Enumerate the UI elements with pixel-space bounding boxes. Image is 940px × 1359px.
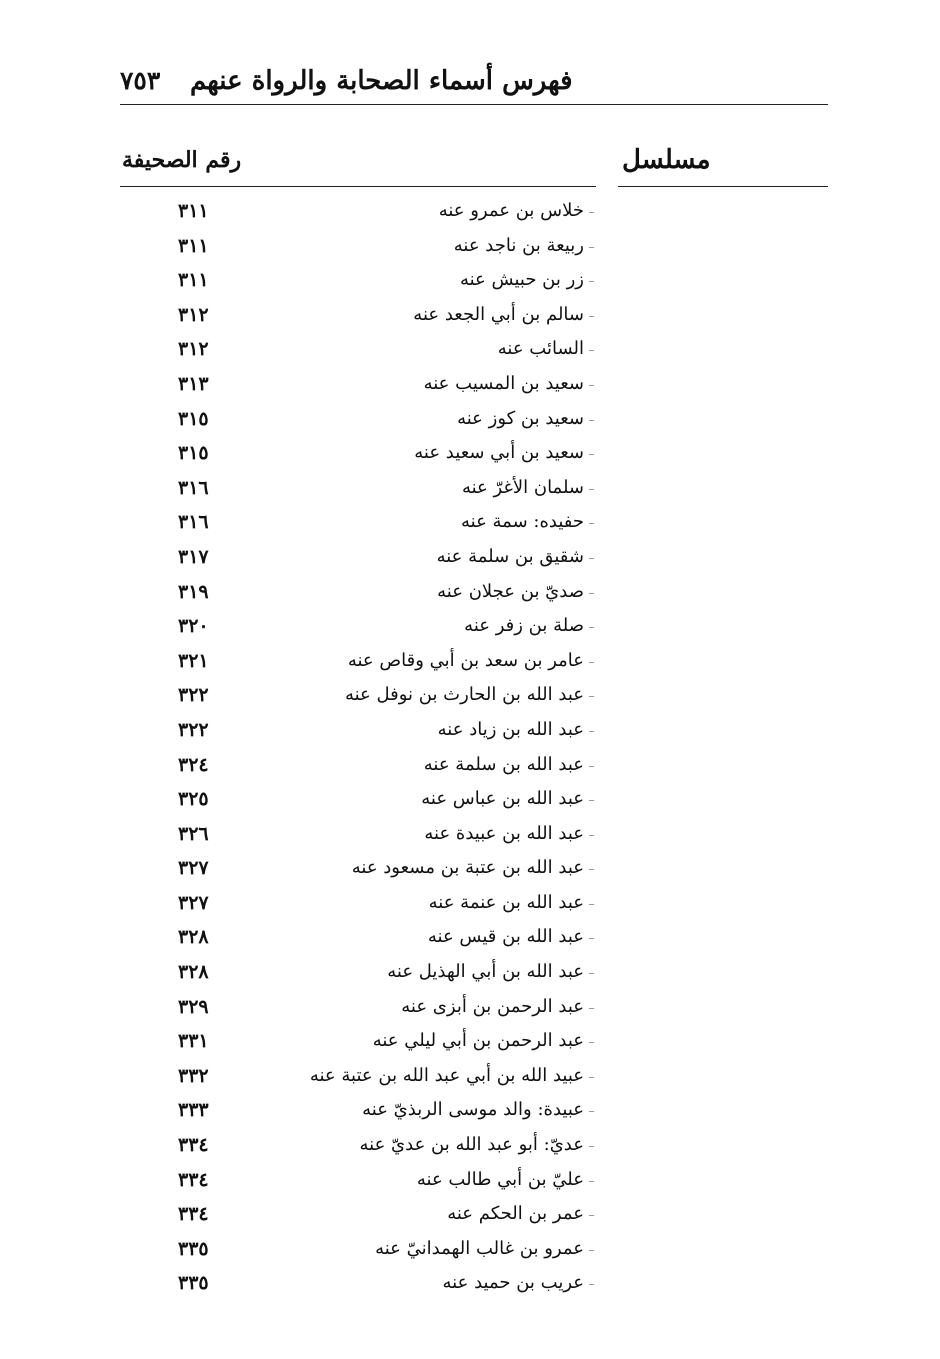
leader-mark — [589, 385, 594, 386]
entry-page-number: ٣١١ — [178, 200, 209, 222]
running-title: فهرس أسماء الصحابة والرواة عنهم — [190, 66, 573, 96]
list-item — [120, 922, 596, 957]
list-item — [120, 231, 596, 266]
entry-name: عبد الله بن عتبة بن مسعود عنه — [351, 857, 584, 879]
leader-mark — [589, 696, 594, 697]
entry-page-number: ٣٢٧ — [178, 857, 209, 880]
page-column-heading: رقم الصحيفة — [122, 147, 242, 173]
entry-page-number: ٣١٢ — [178, 338, 209, 361]
list-item — [120, 542, 596, 577]
entry-name: شقيق بن سلمة عنه — [436, 545, 584, 567]
entry-page-number: ٣٣٣ — [178, 1099, 209, 1122]
leader-mark — [589, 1146, 594, 1147]
entry-page-number: ٣١٦ — [178, 476, 209, 499]
entry-name: سلمان الأغرّ عنه — [461, 476, 584, 498]
leader-mark — [589, 1250, 594, 1251]
list-item — [120, 611, 596, 646]
entry-page-number: ٣٣٤ — [178, 1203, 209, 1226]
leader-mark — [589, 869, 594, 870]
entry-page-number: ٣١٧ — [178, 545, 209, 568]
list-item — [120, 992, 596, 1027]
entry-page-number: ٣١١ — [178, 234, 209, 257]
leader-mark — [589, 350, 594, 351]
entry-page-number: ٣١٥ — [178, 442, 209, 465]
list-item — [120, 300, 596, 335]
entry-name: سعيد بن كوز عنه — [457, 407, 584, 429]
leader-mark — [589, 1042, 594, 1043]
list-item — [120, 1095, 596, 1130]
list-item — [120, 265, 596, 300]
entry-name: عديّ: أبو عبد الله بن عديّ عنه — [359, 1134, 584, 1156]
entry-page-number: ٣٣٢ — [178, 1064, 209, 1087]
list-item — [120, 1234, 596, 1269]
entry-name: عبد الله بن سلمة عنه — [423, 753, 584, 775]
list-item — [120, 957, 596, 992]
leader-mark — [589, 800, 594, 801]
entry-page-number: ٣٢٩ — [178, 995, 209, 1018]
list-item — [120, 1165, 596, 1200]
leader-mark — [589, 627, 594, 628]
leader-mark — [589, 523, 594, 524]
leader-mark — [589, 1181, 594, 1182]
entry-name: عبيدة: والد موسى الربذيّ عنه — [362, 1099, 584, 1121]
leader-mark — [589, 454, 594, 455]
leader-mark — [589, 1008, 594, 1009]
column-rule-left — [120, 186, 596, 187]
entry-page-number: ٣١٢ — [178, 303, 209, 326]
list-item — [120, 1061, 596, 1096]
list-item — [120, 680, 596, 715]
list-item — [120, 404, 596, 439]
leader-mark — [589, 593, 594, 594]
entry-page-number: ٣٣١ — [178, 1030, 209, 1053]
leader-mark — [589, 212, 594, 213]
entry-page-number: ٣٣٥ — [178, 1272, 209, 1295]
entry-page-number: ٣٢٢ — [178, 718, 209, 741]
entry-name: سالم بن أبي الجعد عنه — [413, 303, 584, 325]
entry-name: عبيد الله بن أبي عبد الله بن عتبة عنه — [309, 1064, 584, 1086]
entry-name: ربيعة بن ناجد عنه — [453, 234, 584, 256]
list-item — [120, 473, 596, 508]
entry-page-number: ٣٢٦ — [178, 822, 209, 845]
entry-name: عبد الله بن أبي الهذيل عنه — [387, 961, 584, 983]
leader-mark — [589, 662, 594, 663]
entry-name: عبد الله بن عباس عنه — [421, 788, 584, 810]
page-number: ٧٥٣ — [120, 66, 161, 95]
entry-name: عبد الله بن قيس عنه — [427, 926, 584, 948]
list-item — [120, 715, 596, 750]
entry-page-number: ٣١٣ — [178, 372, 209, 395]
entry-name: عبد الرحمن بن أبي ليلي عنه — [372, 1030, 584, 1052]
entry-name: صلة بن زفر عنه — [464, 615, 584, 637]
entry-name: عبد الرحمن بن أبزى عنه — [401, 995, 584, 1017]
leader-mark — [589, 420, 594, 421]
entry-page-number: ٣١٥ — [178, 407, 209, 430]
entry-name: حفيده: سمة عنه — [460, 511, 584, 533]
leader-mark — [589, 281, 594, 282]
entry-name: خلاس بن عمرو عنه — [438, 200, 584, 221]
header-rule — [120, 104, 828, 105]
entry-page-number: ٣٢٨ — [178, 926, 209, 949]
page-header — [120, 62, 830, 102]
entry-name: عبد الله بن الحارث بن نوفل عنه — [344, 684, 584, 706]
list-item — [120, 196, 596, 231]
list-item — [120, 784, 596, 819]
leader-mark — [589, 1111, 594, 1112]
leader-mark — [589, 316, 594, 317]
leader-mark — [589, 835, 594, 836]
leader-mark — [589, 731, 594, 732]
entry-page-number: ٣٣٤ — [178, 1168, 209, 1191]
entry-page-number: ٣١٩ — [178, 580, 209, 603]
entry-page-number: ٣٢٤ — [178, 753, 209, 776]
entry-page-number: ٣٢٨ — [178, 961, 209, 984]
list-item — [120, 819, 596, 854]
list-item — [120, 1268, 596, 1303]
leader-mark — [589, 973, 594, 974]
leader-mark — [589, 558, 594, 559]
entry-name: سعيد بن المسيب عنه — [423, 372, 584, 394]
list-item — [120, 369, 596, 404]
column-rule-right — [618, 186, 828, 187]
list-item — [120, 1199, 596, 1234]
entry-page-number: ٣٢٧ — [178, 891, 209, 914]
entry-name: زر بن حبيش عنه — [459, 269, 584, 291]
leader-mark — [589, 766, 594, 767]
list-item — [120, 1026, 596, 1061]
entry-page-number: ٣١١ — [178, 269, 209, 292]
entry-name: السائب عنه — [497, 338, 584, 360]
entry-name: عبد الله بن زياد عنه — [437, 718, 584, 740]
entry-name: عريب بن حميد عنه — [442, 1272, 584, 1294]
list-item — [120, 438, 596, 473]
entry-name: عليّ بن أبي طالب عنه — [416, 1168, 584, 1190]
entry-name: عمرو بن غالب الهمدانيّ عنه — [375, 1237, 584, 1259]
entry-page-number: ٣٢١ — [178, 649, 209, 672]
entry-page-number: ٣٣٥ — [178, 1237, 209, 1260]
list-item — [120, 1130, 596, 1165]
leader-mark — [589, 904, 594, 905]
leader-mark — [589, 1284, 594, 1285]
entry-page-number: ٣١٦ — [178, 511, 209, 534]
entry-page-number: ٣٢٠ — [178, 615, 209, 638]
list-item — [120, 888, 596, 923]
list-item — [120, 750, 596, 785]
leader-mark — [589, 938, 594, 939]
leader-mark — [589, 247, 594, 248]
serial-column-heading: مسلسل — [622, 145, 711, 175]
entry-name: عبد الله بن عبيدة عنه — [424, 822, 584, 844]
leader-mark — [589, 1215, 594, 1216]
list-item — [120, 646, 596, 681]
list-item — [120, 507, 596, 542]
entry-name: سعيد بن أبي سعيد عنه — [414, 442, 584, 464]
leader-mark — [589, 489, 594, 490]
leader-mark — [589, 1077, 594, 1078]
list-item — [120, 334, 596, 369]
entry-name: صديّ بن عجلان عنه — [437, 580, 584, 602]
list-item — [120, 853, 596, 888]
list-item — [120, 577, 596, 612]
entry-name: عامر بن سعد بن أبي وقاص عنه — [347, 649, 584, 671]
entry-page-number: ٣٢٢ — [178, 684, 209, 707]
entry-name: عمر بن الحكم عنه — [447, 1203, 584, 1225]
entry-name: عبد الله بن عنمة عنه — [428, 891, 584, 913]
entry-list — [120, 196, 596, 1303]
entry-page-number: ٣٢٥ — [178, 788, 209, 811]
entry-page-number: ٣٣٤ — [178, 1134, 209, 1157]
